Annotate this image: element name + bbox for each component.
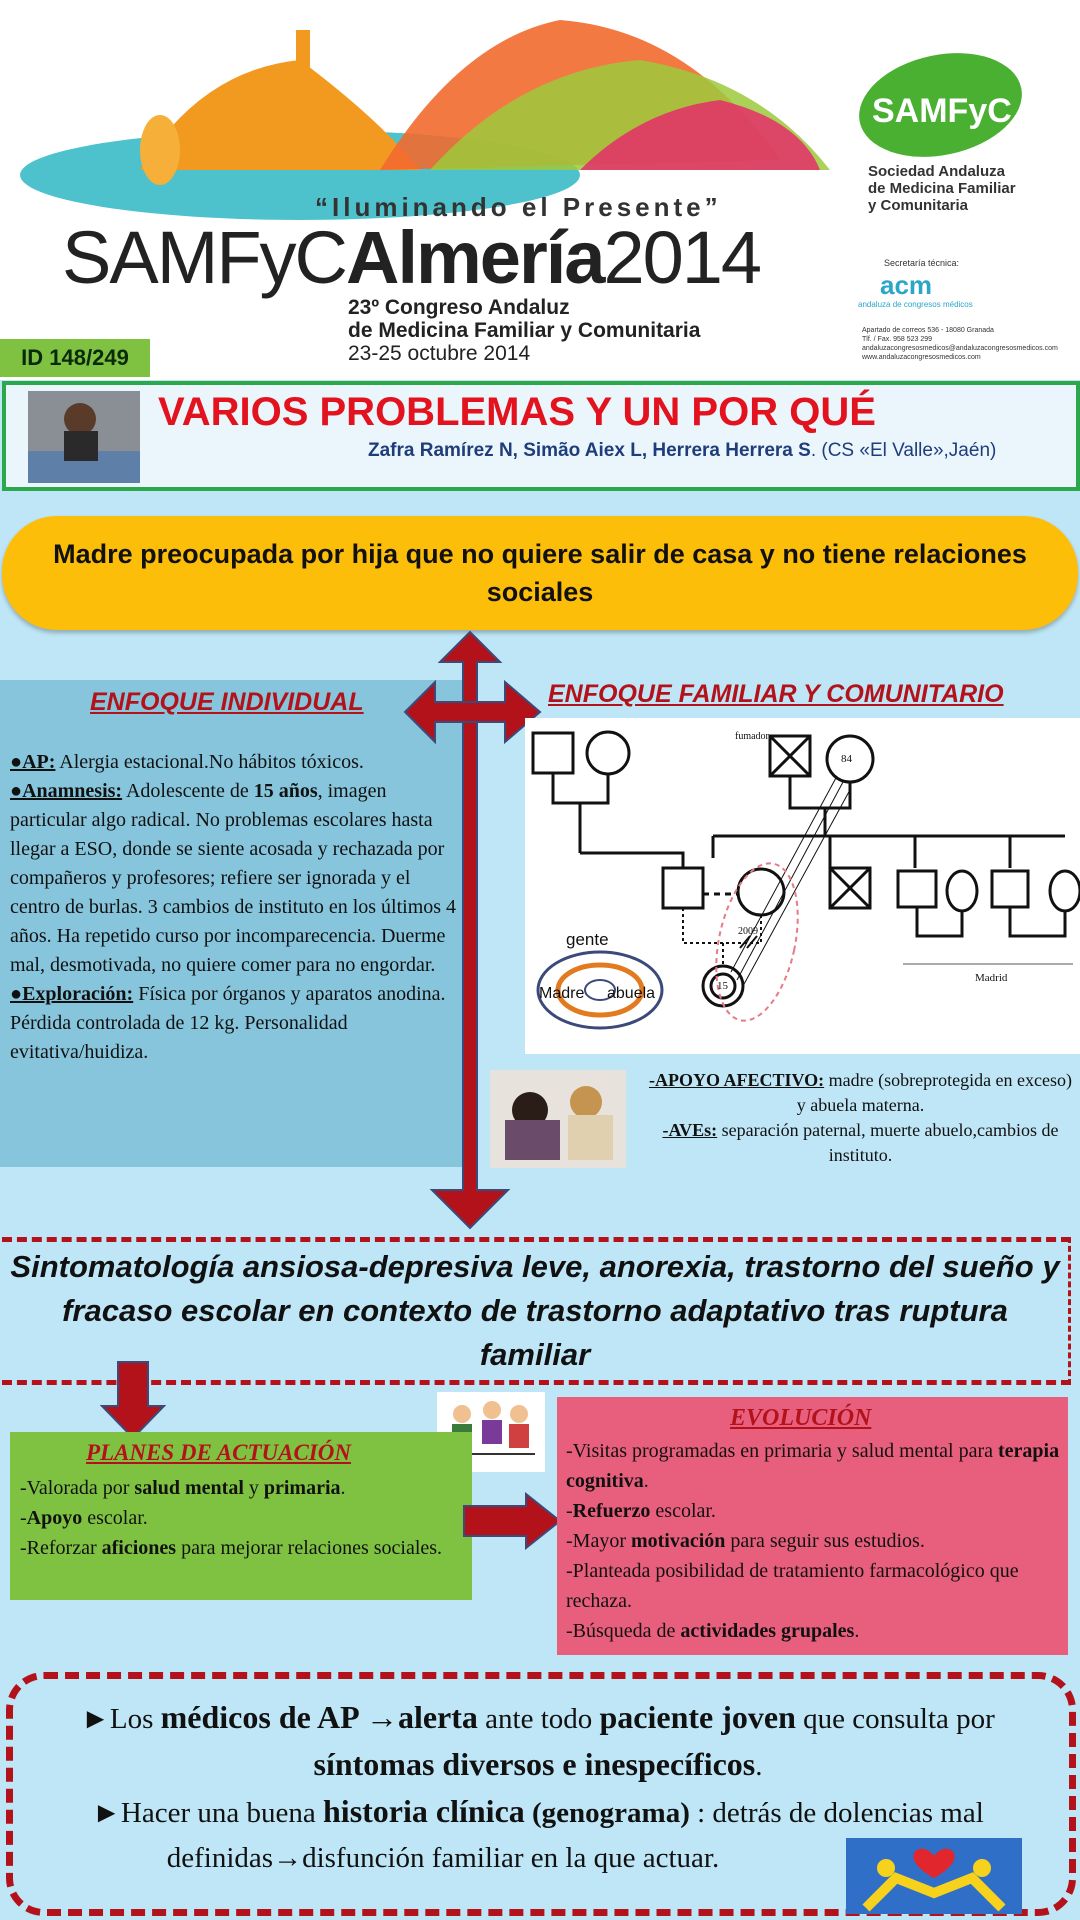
family-hug-artwork: [846, 1838, 1022, 1914]
congress-dates: 23-25 octubre 2014: [348, 342, 531, 365]
sad-teen-photo: [28, 391, 140, 483]
society-name: [868, 163, 1016, 214]
conclusion-c2b: historia clínica: [323, 1793, 525, 1829]
conclusion-c1c: →alerta: [365, 1699, 478, 1735]
society-line-1: Sociedad Andaluza: [868, 163, 1005, 180]
individual-text: [10, 748, 465, 1067]
congress-header: [0, 0, 1080, 380]
apoyo-text: madre (sobreprotegida en exceso) y abuela materna.: [796, 1070, 1073, 1115]
evolucion-l4: -Planteada posibilidad de tratamiento farmacológico que rechaza.: [566, 1560, 1019, 1612]
planes-text: [20, 1473, 470, 1563]
genogram-age-84: 84: [841, 753, 852, 765]
authors-affiliation: . (CS «El Valle»,Jaén): [810, 440, 997, 461]
congress-line-1: 23º Congreso Andaluz: [348, 296, 570, 319]
address-line-4: www.andaluzacongresosmedicos.com: [862, 354, 981, 361]
planes-l3a: -Reforzar: [20, 1537, 102, 1559]
planes-l2c: escolar.: [82, 1507, 148, 1529]
planes-l1c: y: [243, 1477, 264, 1499]
ecomap-abuela: abuela: [607, 985, 656, 1002]
brand-almeria: Almería: [346, 216, 604, 299]
anamnesis-age: 15 años: [253, 780, 318, 802]
exploracion-text: Física por órganos y aparatos anodina. Pérdida controlada de 12 kg. Personalidad evitativa/huidiza.: [10, 983, 446, 1063]
evolucion-l5c: .: [854, 1620, 860, 1642]
address-line-3: andaluzacongresosmedicos@andaluzacongresosmedicos.com: [862, 345, 1058, 352]
ecomap-gente: gente: [566, 930, 609, 949]
secretaria-address: [862, 326, 1058, 362]
evolucion-l3a: -Mayor: [566, 1530, 631, 1552]
chief-complaint: [2, 516, 1078, 630]
conclusion-c2e: →: [273, 1842, 303, 1874]
diagnosis-text: Sintomatología ansiosa-depresiva leve, anorexia, trastorno del sueño y fracaso escolar en contexto de trastorno adaptativo tras ruptura familiar: [10, 1249, 1060, 1372]
acm-logo: acm: [880, 270, 933, 300]
evolucion-l5a: -Búsqueda de: [566, 1620, 681, 1642]
ap-label: ●AP:: [10, 751, 56, 773]
down-arrow-planes: [100, 1360, 166, 1440]
society-line-2: de Medicina Familiar: [868, 180, 1016, 197]
evolucion-l1a: -Visitas programadas en primaria y salud mental para: [566, 1440, 998, 1462]
genogram-fumador-label: fumador: [735, 731, 769, 742]
planes-l3c: para mejorar relaciones sociales.: [176, 1537, 443, 1559]
conclusion-c1f: que consulta por: [795, 1703, 995, 1735]
conclusion-c1a: ►Los: [81, 1703, 161, 1735]
samfyc-logo-text: SAMFyC: [872, 92, 1012, 130]
conclusion-c1h: .: [755, 1750, 763, 1782]
brand-samfyc: SAMFyC: [62, 216, 346, 299]
anamnesis-label: ●Anamnesis:: [10, 780, 123, 802]
right-arrow-evolucion: [462, 1492, 562, 1550]
mother-daughter-photo: [490, 1070, 626, 1168]
chief-complaint-text: Madre preocupada por hija que no quiere salir de casa y no tiene relaciones sociales: [53, 539, 1027, 607]
evolucion-l3b: motivación: [630, 1530, 726, 1552]
aves-text: separación paternal, muerte abuelo,cambios de instituto.: [717, 1120, 1059, 1165]
planes-l1a: -Valorada por: [20, 1477, 135, 1499]
evolucion-l3c: para seguir sus estudios.: [725, 1530, 925, 1552]
planes-l1b: salud mental: [134, 1477, 244, 1499]
planes-l1e: .: [340, 1477, 346, 1499]
congress-line-2: de Medicina Familiar y Comunitaria: [348, 319, 701, 342]
anamnesis-text-1: Adolescente de: [122, 780, 254, 802]
conclusion-c2c: (genograma): [524, 1797, 690, 1829]
aves-label: -AVEs:: [662, 1120, 718, 1140]
planes-heading: PLANES DE ACTUACIÓN: [86, 1440, 351, 1465]
conclusion-c2a: ►Hacer una buena: [92, 1797, 323, 1829]
exploracion-label: ●Exploración:: [10, 983, 134, 1005]
conclusion-c2d: : detrás de dolencias mal definidas: [166, 1797, 984, 1874]
society-line-3: y Comunitaria: [868, 197, 969, 214]
poster-title: VARIOS PROBLEMAS Y UN POR QUÉ: [158, 390, 876, 434]
planes-l1d: primaria: [263, 1477, 341, 1499]
brand-year: 2014: [603, 216, 761, 299]
address-line-1: Apartado de correos 536 - 18080 Granada: [862, 327, 994, 334]
conclusion-c2f: disfunción familiar en la que actuar.: [302, 1842, 720, 1874]
genogram-year-2009: 2009: [738, 926, 758, 937]
evolucion-l2b: Refuerzo: [572, 1500, 651, 1522]
family-heading: ENFOQUE FAMILIAR Y COMUNITARIO: [548, 680, 1004, 708]
conclusion-c1g: síntomas diversos e inespecíficos: [313, 1746, 756, 1782]
planes-l2b: Apoyo: [26, 1507, 83, 1529]
acm-subtitle: andaluza de congresos médicos: [858, 300, 973, 309]
secretaria-label: Secretaría técnica:: [884, 258, 960, 268]
planes-l3b: aficiones: [101, 1537, 177, 1559]
evolucion-l2c: escolar.: [650, 1500, 716, 1522]
ap-text: Alergia estacional.No hábitos tóxicos.: [55, 751, 364, 773]
poster-id-tag: ID 148/249: [0, 339, 150, 377]
anamnesis-text-2: , imagen particular algo radical. No problemas escolares hasta llegar a ESO, donde se siente acosada y rechazada por compañeros y profesores; refiere ser ignorada y el centro de burlas. 3 cambios de instituto en los últimos 4 años. Ha repetido curso por incomparecencia. Duerme mal, desmotivada, no quiere comer para no engordar.: [10, 780, 457, 976]
genogram-madrid-label: Madrid: [975, 972, 1008, 984]
evolucion-heading: EVOLUCIÓN: [730, 1405, 872, 1431]
congress-tagline: “Iluminando el Presente”: [315, 192, 722, 222]
evolucion-l1b: terapia cognitiva: [566, 1440, 1060, 1492]
planes-l2a: -: [20, 1507, 27, 1529]
family-support-text: [648, 1068, 1073, 1168]
conclusion-c1b: médicos de AP: [160, 1699, 366, 1735]
evolucion-l5b: actividades grupales: [680, 1620, 855, 1642]
conclusion-c1d: ante todo: [477, 1703, 600, 1735]
authors-names: Zafra Ramírez N, Simão Aiex L, Herrera Herrera S: [368, 440, 811, 461]
individual-heading: ENFOQUE INDIVIDUAL: [90, 688, 364, 716]
genogram: [525, 718, 1080, 1054]
evolucion-text: [566, 1436, 1066, 1646]
evolucion-l1c: .: [643, 1470, 649, 1492]
congress-brand: [62, 218, 760, 298]
conclusion-c1e: paciente joven: [599, 1699, 796, 1735]
poster-authors: [368, 440, 996, 462]
apoyo-label: -APOYO AFECTIVO:: [648, 1070, 825, 1090]
evolucion-l2a: -: [566, 1500, 573, 1522]
address-line-2: Tlf. / Fax. 958 523 299: [862, 336, 933, 343]
congress-subtitle: [348, 296, 700, 365]
ecomap-madre: Madre: [539, 985, 585, 1002]
genogram-age-15: 15: [717, 980, 728, 992]
